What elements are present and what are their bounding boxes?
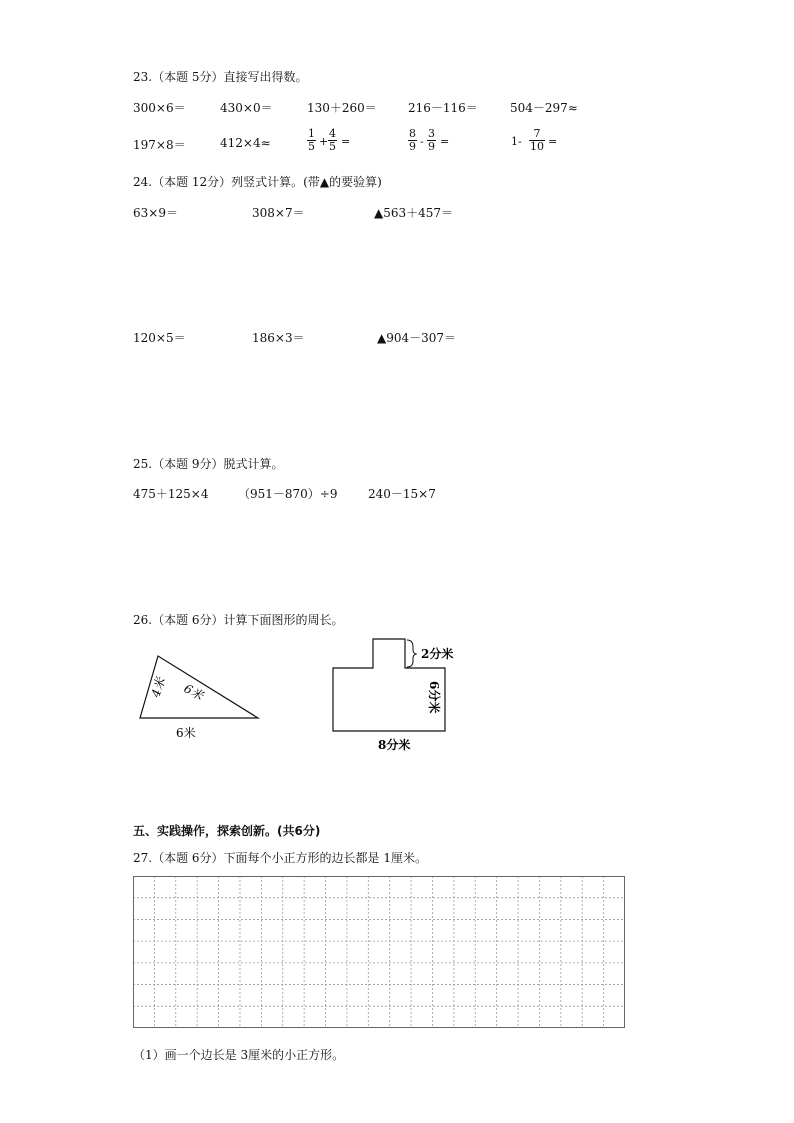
q27-sub1: （1）画一个边长是 3厘米的小正方形。 [133, 1048, 345, 1062]
section5-title: 五、实践操作，探索创新。(共6分) [133, 824, 321, 838]
triangle-figure [130, 648, 270, 748]
q25-item-3: 240－15×7 [368, 487, 436, 501]
q24-title: 24.（本题 12分）列竖式计算。(带▲的要验算) [133, 175, 382, 189]
q24-item-3: ▲563＋457＝ [374, 206, 454, 220]
q23-item-1: 300×6＝ [133, 101, 186, 115]
q24-item-5: 186×3＝ [252, 331, 305, 345]
shape-label-top: 2分米 [421, 647, 454, 661]
q26-title: 26.（本题 6分）计算下面图形的周长。 [133, 613, 344, 627]
triangle-label-bottom: 6米 [176, 726, 196, 740]
q27-title: 27.（本题 6分）下面每个小正方形的边长都是 1厘米。 [133, 851, 427, 865]
q24-item-2: 308×7＝ [252, 206, 305, 220]
triangle-label-inner: 6米 [181, 681, 206, 703]
q23-item-7: 412×4≈ [220, 136, 271, 150]
q23-title: 23.（本题 5分）直接写出得数。 [133, 70, 308, 84]
shape-label-bottom: 8分米 [378, 738, 411, 752]
square-grid[interactable] [133, 876, 626, 1029]
triangle-label-left: 4米 [148, 675, 168, 699]
q23-item-2: 430×0＝ [220, 101, 273, 115]
q23-item-5: 504－297≈ [510, 101, 578, 115]
q23-item-6: 197×8＝ [133, 138, 186, 152]
q24-item-4: 120×5＝ [133, 331, 186, 345]
q24-item-6: ▲904－307＝ [377, 331, 457, 345]
q25-item-1: 475＋125×4 [133, 487, 209, 501]
q25-item-2: （951－870）÷9 [238, 487, 338, 501]
composite-shape-figure [325, 635, 475, 755]
shape-label-right: 6分米 [427, 681, 441, 714]
q23-item-3: 130＋260＝ [307, 101, 377, 115]
q23-item-4: 216－116＝ [408, 101, 478, 115]
q25-title: 25.（本题 9分）脱式计算。 [133, 457, 284, 471]
q24-item-1: 63×9＝ [133, 206, 178, 220]
